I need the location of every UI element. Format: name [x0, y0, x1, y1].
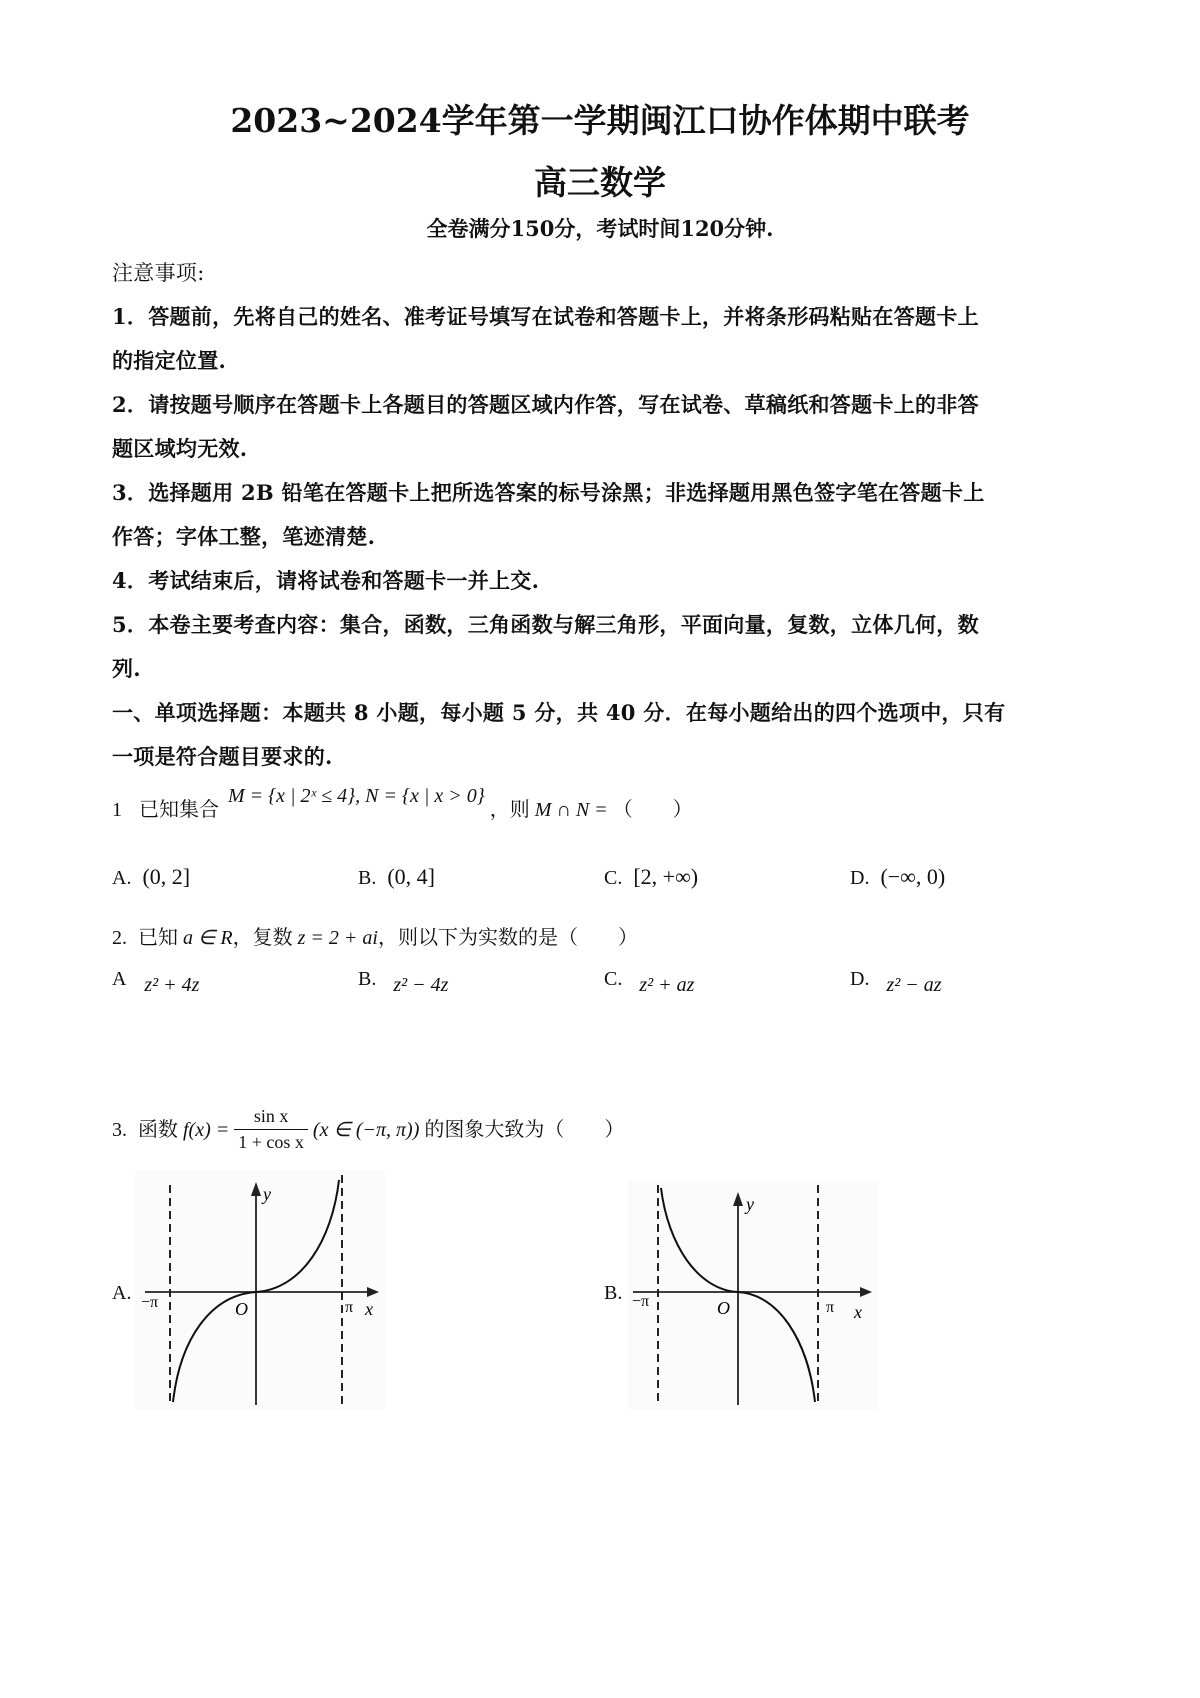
note-line: 3．选择题用 2B 铅笔在答题卡上把所选答案的标号涂黑；非选择题用黑色签字笔在答题卡上 — [112, 480, 985, 505]
function-fraction — [234, 1106, 308, 1153]
option-c: C. [2, +∞) — [604, 864, 699, 889]
set-expression: M = {x | 2ˣ ≤ 4}, N = {x | x > 0} — [228, 785, 485, 807]
option-a: A. (0, 2] — [112, 864, 191, 889]
graph-b-label: B. — [604, 1282, 623, 1304]
graph-a — [135, 1170, 385, 1410]
question-number: 1 — [112, 799, 122, 821]
score-info: 全卷满分150分，考试时间120分钟. — [426, 216, 774, 241]
question-text: 已知 — [138, 927, 178, 949]
y-axis-label: y — [263, 1184, 271, 1204]
condition-expression: a ∈ R — [183, 927, 233, 949]
note-line: 5．本卷主要考查内容：集合，函数，三角函数与解三角形，平面向量，复数，立体几何，数 — [112, 612, 979, 637]
graph-a-label: A. — [112, 1282, 132, 1304]
option-c: C. z² + az — [604, 968, 695, 996]
question-text: 函数 — [138, 1119, 178, 1142]
note-line: 4．考试结束后，请将试卷和答题卡一并上交. — [112, 568, 540, 593]
function-domain: (x ∈ (−π, π)) — [312, 1119, 420, 1142]
function-name: f(x) = — [183, 1119, 230, 1142]
note-line: 2．请按题号顺序在答题卡上各题目的答题区域内作答，写在试卷、草稿纸和答题卡上的非答 — [112, 392, 979, 417]
fraction-numerator: sin x — [234, 1106, 308, 1130]
question-text: ，则以下为实数的是（ ） — [377, 927, 638, 949]
complex-expression: z = 2 + ai — [297, 927, 378, 949]
note-line: 列. — [112, 656, 141, 681]
question-2 — [112, 921, 638, 950]
fraction-denominator: 1 + cos x — [238, 1132, 304, 1152]
option-d: D. (−∞, 0) — [850, 864, 946, 889]
exam-title: 2023~2024学年第一学期闽江口协作体期中联考 — [230, 101, 970, 140]
graph-background — [135, 1170, 385, 1410]
pi-label: π — [826, 1299, 835, 1316]
origin-label: O — [235, 1299, 248, 1319]
option-b: B. (0, 4] — [358, 864, 435, 889]
note-line: 的指定位置. — [112, 348, 227, 373]
section-heading: 一、单项选择题：本题共 8 小题，每小题 5 分，共 40 分．在每小题给出的四个选项中，只有 — [112, 700, 1006, 725]
note-line: 1．答题前，先将自己的姓名、准考证号填写在试卷和答题卡上，并将条形码粘贴在答题卡上 — [112, 304, 979, 329]
option-a: A z² + 4z — [112, 968, 200, 996]
intersection-expression: M ∩ N = — [534, 799, 608, 821]
question-text: 已知集合 — [139, 799, 219, 821]
answer-blank: （ ） — [612, 799, 693, 821]
option-d: D. z² − az — [850, 968, 942, 996]
question-number: 3. — [112, 1119, 127, 1142]
note-line: 作答；字体工整，笔迹清楚. — [112, 524, 376, 549]
y-axis-label: y — [746, 1194, 754, 1214]
question-1 — [112, 785, 693, 822]
pi-label: π — [345, 1299, 354, 1316]
question-text: ，则 — [489, 799, 530, 821]
origin-label: O — [717, 1298, 730, 1318]
graph-b — [628, 1180, 878, 1410]
exam-subject: 高三数学 — [534, 163, 666, 202]
section-heading-cont: 一项是符合题目要求的. — [112, 744, 333, 769]
question-text: 的图象大致为（ ） — [424, 1119, 625, 1142]
question-text: ，复数 — [232, 927, 293, 949]
option-b: B. z² − 4z — [358, 968, 449, 996]
x-axis-label: x — [854, 1302, 862, 1322]
neg-pi-label: −π — [632, 1293, 650, 1310]
neg-pi-label: −π — [141, 1294, 159, 1311]
note-line: 题区域均无效. — [112, 436, 248, 461]
notes-heading: 注意事项: — [112, 261, 205, 285]
question-3 — [112, 1108, 624, 1155]
x-axis-label: x — [365, 1299, 373, 1319]
question-number: 2. — [112, 927, 127, 949]
